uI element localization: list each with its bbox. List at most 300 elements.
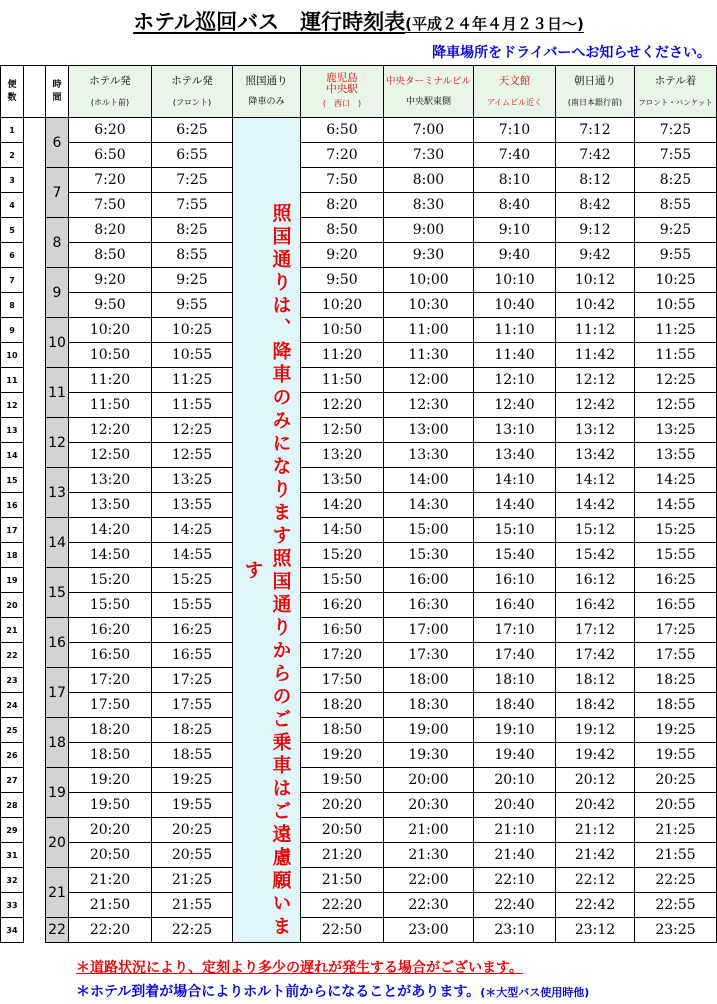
time-tenmonkan: 13:40 xyxy=(474,443,556,468)
trip-number: 20 xyxy=(1,593,24,618)
time-hotel-arrive: 19:55 xyxy=(635,743,717,768)
timetable-row xyxy=(1,618,717,643)
time-hotel-arrive: 14:55 xyxy=(635,493,717,518)
hour-cell: 19 xyxy=(46,768,69,818)
time-tenmonkan: 17:40 xyxy=(474,643,556,668)
terukuni-dropoff-column xyxy=(233,118,301,943)
time-kagoshima-chuo-station: 16:50 xyxy=(301,618,384,643)
time-asahi-dori: 17:42 xyxy=(556,643,635,668)
time-chuo-terminal-building: 18:00 xyxy=(384,668,474,693)
time-tenmonkan: 15:40 xyxy=(474,543,556,568)
time-asahi-dori: 14:42 xyxy=(556,493,635,518)
time-asahi-dori: 11:42 xyxy=(556,343,635,368)
time-hotel-depart-front: 10:55 xyxy=(152,343,233,368)
time-hotel-depart-front: 11:55 xyxy=(152,393,233,418)
time-asahi-dori: 16:42 xyxy=(556,593,635,618)
time-hotel-depart-front: 15:25 xyxy=(152,568,233,593)
time-kagoshima-chuo-station: 13:20 xyxy=(301,443,384,468)
time-asahi-dori: 8:12 xyxy=(556,168,635,193)
timetable-row xyxy=(1,168,717,193)
time-kagoshima-chuo-station: 11:50 xyxy=(301,368,384,393)
timetable-row xyxy=(1,518,717,543)
time-tenmonkan: 12:40 xyxy=(474,393,556,418)
timetable-row xyxy=(1,593,717,618)
time-hotel-arrive: 7:55 xyxy=(635,143,717,168)
time-hotel-depart-front: 13:55 xyxy=(152,493,233,518)
time-hotel-depart-holt: 21:20 xyxy=(69,868,152,893)
time-asahi-dori: 20:42 xyxy=(556,793,635,818)
header-blank xyxy=(24,66,46,118)
time-asahi-dori: 13:12 xyxy=(556,418,635,443)
time-tenmonkan: 7:40 xyxy=(474,143,556,168)
time-hotel-depart-holt: 20:50 xyxy=(69,843,152,868)
time-tenmonkan: 22:10 xyxy=(474,868,556,893)
time-hotel-depart-front: 6:55 xyxy=(152,143,233,168)
time-hotel-arrive: 10:25 xyxy=(635,268,717,293)
hour-cell: 15 xyxy=(46,568,69,618)
time-asahi-dori: 9:42 xyxy=(556,243,635,268)
time-hotel-depart-front: 12:55 xyxy=(152,443,233,468)
time-chuo-terminal-building: 11:30 xyxy=(384,343,474,368)
time-kagoshima-chuo-station: 17:50 xyxy=(301,668,384,693)
time-tenmonkan: 23:10 xyxy=(474,918,556,943)
time-chuo-terminal-building: 7:30 xyxy=(384,143,474,168)
time-chuo-terminal-building: 16:00 xyxy=(384,568,474,593)
timetable-row xyxy=(1,893,717,918)
time-asahi-dori: 7:12 xyxy=(556,118,635,143)
time-tenmonkan: 19:10 xyxy=(474,718,556,743)
time-chuo-terminal-building: 10:30 xyxy=(384,293,474,318)
timetable-row xyxy=(1,343,717,368)
time-tenmonkan: 8:10 xyxy=(474,168,556,193)
time-hotel-depart-front: 20:55 xyxy=(152,843,233,868)
hour-cell: 12 xyxy=(46,418,69,468)
time-chuo-terminal-building: 17:30 xyxy=(384,643,474,668)
trip-number: 33 xyxy=(1,893,24,918)
trip-number: 23 xyxy=(1,668,24,693)
time-hotel-depart-front: 16:55 xyxy=(152,643,233,668)
time-chuo-terminal-building: 22:00 xyxy=(384,868,474,893)
timetable-row xyxy=(1,493,717,518)
time-chuo-terminal-building: 19:30 xyxy=(384,743,474,768)
time-chuo-terminal-building: 13:00 xyxy=(384,418,474,443)
time-hotel-arrive: 22:25 xyxy=(635,868,717,893)
time-kagoshima-chuo-station: 20:20 xyxy=(301,793,384,818)
time-tenmonkan: 7:10 xyxy=(474,118,556,143)
time-hotel-depart-holt: 18:50 xyxy=(69,743,152,768)
timetable-row xyxy=(1,143,717,168)
time-hotel-depart-holt: 7:20 xyxy=(69,168,152,193)
hour-cell: 9 xyxy=(46,268,69,318)
page-title xyxy=(0,6,717,36)
time-hotel-depart-front: 7:55 xyxy=(152,193,233,218)
time-hotel-depart-front: 17:25 xyxy=(152,668,233,693)
time-hotel-depart-front: 19:55 xyxy=(152,793,233,818)
hour-cell: 10 xyxy=(46,318,69,368)
time-hotel-depart-holt: 9:20 xyxy=(69,268,152,293)
trip-number: 8 xyxy=(1,293,24,318)
time-kagoshima-chuo-station: 21:20 xyxy=(301,843,384,868)
time-hotel-arrive: 11:25 xyxy=(635,318,717,343)
timetable-row xyxy=(1,868,717,893)
time-kagoshima-chuo-station: 11:20 xyxy=(301,343,384,368)
hour-cell: 13 xyxy=(46,468,69,518)
timetable-row xyxy=(1,668,717,693)
timetable-row xyxy=(1,818,717,843)
time-kagoshima-chuo-station: 8:20 xyxy=(301,193,384,218)
header-row xyxy=(1,66,717,118)
time-hotel-depart-front: 19:25 xyxy=(152,768,233,793)
time-hotel-depart-front: 13:25 xyxy=(152,468,233,493)
time-hotel-depart-holt: 17:50 xyxy=(69,693,152,718)
trip-number: 7 xyxy=(1,268,24,293)
time-hotel-depart-holt: 16:20 xyxy=(69,618,152,643)
time-hotel-depart-holt: 6:20 xyxy=(69,118,152,143)
time-hotel-depart-front: 20:25 xyxy=(152,818,233,843)
trip-number: 31 xyxy=(1,843,24,868)
dropoff-instruction: 降車場所をドライバーへお知らせください。 xyxy=(432,45,711,61)
time-chuo-terminal-building: 19:00 xyxy=(384,718,474,743)
hour-cell: 7 xyxy=(46,168,69,218)
time-hotel-depart-holt: 14:20 xyxy=(69,518,152,543)
hour-cell: 17 xyxy=(46,668,69,718)
trip-number: 21 xyxy=(1,618,24,643)
time-chuo-terminal-building: 21:00 xyxy=(384,818,474,843)
time-hotel-depart-holt: 14:50 xyxy=(69,543,152,568)
time-tenmonkan: 21:40 xyxy=(474,843,556,868)
time-hotel-depart-front: 8:25 xyxy=(152,218,233,243)
time-hotel-depart-holt: 12:20 xyxy=(69,418,152,443)
time-kagoshima-chuo-station: 14:50 xyxy=(301,518,384,543)
time-hotel-depart-front: 18:25 xyxy=(152,718,233,743)
timetable xyxy=(0,65,717,943)
trip-number: 25 xyxy=(1,718,24,743)
time-hotel-depart-holt: 19:20 xyxy=(69,768,152,793)
time-asahi-dori: 10:42 xyxy=(556,293,635,318)
time-hotel-depart-holt: 8:50 xyxy=(69,243,152,268)
time-hotel-arrive: 18:55 xyxy=(635,693,717,718)
trip-number: 12 xyxy=(1,393,24,418)
trip-number: 29 xyxy=(1,818,24,843)
dropoff-only-notice: 照国通りは、降車のみになります照国通りからのご乗車はご遠慮願います xyxy=(241,203,292,939)
time-chuo-terminal-building: 23:00 xyxy=(384,918,474,943)
time-kagoshima-chuo-station: 18:20 xyxy=(301,693,384,718)
time-hotel-depart-front: 7:25 xyxy=(152,168,233,193)
trip-number: 11 xyxy=(1,368,24,393)
time-asahi-dori: 7:42 xyxy=(556,143,635,168)
time-tenmonkan: 10:10 xyxy=(474,268,556,293)
arrival-footnote: ＊ホテル到着が場合によりホルト前からになることがあります。(＊大型バス使用時他) xyxy=(76,984,590,1000)
time-tenmonkan: 9:40 xyxy=(474,243,556,268)
time-chuo-terminal-building: 9:30 xyxy=(384,243,474,268)
header-index: 便 数 xyxy=(1,66,24,118)
time-hotel-depart-holt: 8:20 xyxy=(69,218,152,243)
time-hotel-depart-front: 9:55 xyxy=(152,293,233,318)
time-hotel-depart-front: 11:25 xyxy=(152,368,233,393)
time-hotel-depart-holt: 19:50 xyxy=(69,793,152,818)
time-hotel-depart-holt: 20:20 xyxy=(69,818,152,843)
hour-cell: 11 xyxy=(46,368,69,418)
timetable-row xyxy=(1,118,717,143)
time-chuo-terminal-building: 7:00 xyxy=(384,118,474,143)
time-chuo-terminal-building: 9:00 xyxy=(384,218,474,243)
time-kagoshima-chuo-station: 19:20 xyxy=(301,743,384,768)
time-hotel-depart-holt: 12:50 xyxy=(69,443,152,468)
timetable-row xyxy=(1,793,717,818)
time-chuo-terminal-building: 20:30 xyxy=(384,793,474,818)
timetable-row xyxy=(1,368,717,393)
trip-number: 18 xyxy=(1,543,24,568)
header-hotel-depart-holt: ホテル発 (ホルト前) xyxy=(69,66,152,118)
time-kagoshima-chuo-station: 8:50 xyxy=(301,218,384,243)
time-hotel-arrive: 9:55 xyxy=(635,243,717,268)
time-tenmonkan: 11:10 xyxy=(474,318,556,343)
time-hotel-arrive: 10:55 xyxy=(635,293,717,318)
trip-number: 3 xyxy=(1,168,24,193)
timetable-title: ホテル巡回バス 運行時刻表 xyxy=(133,10,406,34)
time-kagoshima-chuo-station: 9:50 xyxy=(301,268,384,293)
time-chuo-terminal-building: 14:00 xyxy=(384,468,474,493)
time-chuo-terminal-building: 13:30 xyxy=(384,443,474,468)
header-kagoshima-chuo-station: 鹿児島中央駅 ( 西口 ) xyxy=(301,66,384,118)
time-asahi-dori: 21:12 xyxy=(556,818,635,843)
time-hotel-arrive: 19:25 xyxy=(635,718,717,743)
time-hotel-arrive: 7:25 xyxy=(635,118,717,143)
timetable-row xyxy=(1,468,717,493)
timetable-row xyxy=(1,743,717,768)
trip-number: 13 xyxy=(1,418,24,443)
timetable-row xyxy=(1,418,717,443)
time-hotel-arrive: 21:25 xyxy=(635,818,717,843)
time-chuo-terminal-building: 22:30 xyxy=(384,893,474,918)
time-asahi-dori: 20:12 xyxy=(556,768,635,793)
time-kagoshima-chuo-station: 15:50 xyxy=(301,568,384,593)
time-hotel-arrive: 21:55 xyxy=(635,843,717,868)
time-chuo-terminal-building: 8:30 xyxy=(384,193,474,218)
time-asahi-dori: 22:12 xyxy=(556,868,635,893)
time-asahi-dori: 8:42 xyxy=(556,193,635,218)
time-kagoshima-chuo-station: 10:50 xyxy=(301,318,384,343)
timetable-row xyxy=(1,318,717,343)
time-asahi-dori: 16:12 xyxy=(556,568,635,593)
header-hotel-depart-front: ホテル発 (フロント) xyxy=(152,66,233,118)
time-kagoshima-chuo-station: 19:50 xyxy=(301,768,384,793)
time-hotel-depart-holt: 6:50 xyxy=(69,143,152,168)
time-asahi-dori: 22:42 xyxy=(556,893,635,918)
time-asahi-dori: 12:42 xyxy=(556,393,635,418)
time-hotel-arrive: 22:55 xyxy=(635,893,717,918)
time-kagoshima-chuo-station: 15:20 xyxy=(301,543,384,568)
time-asahi-dori: 19:12 xyxy=(556,718,635,743)
trip-number: 28 xyxy=(1,793,24,818)
time-hotel-depart-holt: 16:50 xyxy=(69,643,152,668)
header-chuo-terminal-building: 中央ターミナルビル 中央駅東側 xyxy=(384,66,474,118)
time-kagoshima-chuo-station: 7:20 xyxy=(301,143,384,168)
time-kagoshima-chuo-station: 18:50 xyxy=(301,718,384,743)
time-tenmonkan: 16:40 xyxy=(474,593,556,618)
trip-number: 22 xyxy=(1,643,24,668)
time-asahi-dori: 15:42 xyxy=(556,543,635,568)
delay-footnote: ＊道路状況により、定刻より多少の遅れが発生する場合がございます。 xyxy=(76,960,523,976)
time-tenmonkan: 18:10 xyxy=(474,668,556,693)
time-tenmonkan: 15:10 xyxy=(474,518,556,543)
time-hotel-depart-front: 21:25 xyxy=(152,868,233,893)
trip-number: 19 xyxy=(1,568,24,593)
time-asahi-dori: 12:12 xyxy=(556,368,635,393)
header-hour: 時 間 xyxy=(46,66,69,118)
hour-cell: 22 xyxy=(46,918,69,943)
time-hotel-arrive: 13:25 xyxy=(635,418,717,443)
trip-number: 15 xyxy=(1,468,24,493)
trip-number: 32 xyxy=(1,868,24,893)
time-kagoshima-chuo-station: 22:20 xyxy=(301,893,384,918)
timetable-row xyxy=(1,768,717,793)
hour-cell: 20 xyxy=(46,818,69,868)
time-hotel-depart-front: 22:25 xyxy=(152,918,233,943)
time-hotel-depart-holt: 7:50 xyxy=(69,193,152,218)
time-hotel-depart-front: 8:55 xyxy=(152,243,233,268)
time-tenmonkan: 17:10 xyxy=(474,618,556,643)
time-hotel-depart-holt: 17:20 xyxy=(69,668,152,693)
time-asahi-dori: 13:42 xyxy=(556,443,635,468)
timetable-row xyxy=(1,293,717,318)
time-tenmonkan: 16:10 xyxy=(474,568,556,593)
trip-number: 9 xyxy=(1,318,24,343)
time-tenmonkan: 14:10 xyxy=(474,468,556,493)
time-hotel-arrive: 9:25 xyxy=(635,218,717,243)
time-chuo-terminal-building: 15:30 xyxy=(384,543,474,568)
timetable-row xyxy=(1,268,717,293)
time-hotel-depart-front: 14:25 xyxy=(152,518,233,543)
time-hotel-depart-front: 21:55 xyxy=(152,893,233,918)
time-kagoshima-chuo-station: 7:50 xyxy=(301,168,384,193)
time-hotel-depart-front: 17:55 xyxy=(152,693,233,718)
time-kagoshima-chuo-station: 17:20 xyxy=(301,643,384,668)
time-hotel-depart-holt: 13:20 xyxy=(69,468,152,493)
trip-number: 2 xyxy=(1,143,24,168)
timetable-row xyxy=(1,918,717,943)
time-tenmonkan: 21:10 xyxy=(474,818,556,843)
time-asahi-dori: 23:12 xyxy=(556,918,635,943)
time-hotel-arrive: 16:55 xyxy=(635,593,717,618)
time-hotel-depart-holt: 13:50 xyxy=(69,493,152,518)
trip-number: 1 xyxy=(1,118,24,143)
time-asahi-dori: 18:12 xyxy=(556,668,635,693)
hour-cell: 8 xyxy=(46,218,69,268)
time-tenmonkan: 14:40 xyxy=(474,493,556,518)
time-hotel-depart-holt: 15:50 xyxy=(69,593,152,618)
time-chuo-terminal-building: 10:00 xyxy=(384,268,474,293)
time-hotel-arrive: 13:55 xyxy=(635,443,717,468)
time-hotel-arrive: 18:25 xyxy=(635,668,717,693)
time-hotel-arrive: 23:25 xyxy=(635,918,717,943)
time-chuo-terminal-building: 20:00 xyxy=(384,768,474,793)
time-hotel-depart-holt: 22:20 xyxy=(69,918,152,943)
timetable-row xyxy=(1,718,717,743)
time-tenmonkan: 20:40 xyxy=(474,793,556,818)
time-tenmonkan: 22:40 xyxy=(474,893,556,918)
time-tenmonkan: 9:10 xyxy=(474,218,556,243)
timetable-row xyxy=(1,393,717,418)
trip-number: 16 xyxy=(1,493,24,518)
time-chuo-terminal-building: 11:00 xyxy=(384,318,474,343)
header-asahi-dori: 朝日通り (南日本銀行前) xyxy=(556,66,635,118)
time-hotel-depart-front: 9:25 xyxy=(152,268,233,293)
time-chuo-terminal-building: 17:00 xyxy=(384,618,474,643)
time-chuo-terminal-building: 18:30 xyxy=(384,693,474,718)
time-asahi-dori: 21:42 xyxy=(556,843,635,868)
timetable-row xyxy=(1,218,717,243)
header-terukuni-dori: 照国通り 降車のみ xyxy=(233,66,301,118)
trip-number: 5 xyxy=(1,218,24,243)
time-chuo-terminal-building: 14:30 xyxy=(384,493,474,518)
hour-cell: 18 xyxy=(46,718,69,768)
time-kagoshima-chuo-station: 10:20 xyxy=(301,293,384,318)
hour-cell: 21 xyxy=(46,868,69,918)
time-asahi-dori: 15:12 xyxy=(556,518,635,543)
trip-number: 10 xyxy=(1,343,24,368)
time-hotel-arrive: 20:25 xyxy=(635,768,717,793)
trip-number: 17 xyxy=(1,518,24,543)
time-hotel-depart-holt: 11:20 xyxy=(69,368,152,393)
time-chuo-terminal-building: 8:00 xyxy=(384,168,474,193)
time-kagoshima-chuo-station: 21:50 xyxy=(301,868,384,893)
time-hotel-arrive: 14:25 xyxy=(635,468,717,493)
header-hotel-arrive: ホテル着 フロント・バンケット xyxy=(635,66,717,118)
time-hotel-arrive: 12:25 xyxy=(635,368,717,393)
timetable-row xyxy=(1,843,717,868)
time-kagoshima-chuo-station: 13:50 xyxy=(301,468,384,493)
time-hotel-arrive: 20:55 xyxy=(635,793,717,818)
time-hotel-arrive: 16:25 xyxy=(635,568,717,593)
time-hotel-depart-holt: 18:20 xyxy=(69,718,152,743)
time-hotel-depart-front: 12:25 xyxy=(152,418,233,443)
time-hotel-depart-front: 16:25 xyxy=(152,618,233,643)
timetable-row xyxy=(1,243,717,268)
time-kagoshima-chuo-station: 12:20 xyxy=(301,393,384,418)
time-hotel-arrive: 15:25 xyxy=(635,518,717,543)
time-hotel-depart-holt: 15:20 xyxy=(69,568,152,593)
time-hotel-arrive: 17:25 xyxy=(635,618,717,643)
time-asahi-dori: 10:12 xyxy=(556,268,635,293)
timetable-row xyxy=(1,193,717,218)
time-hotel-depart-front: 15:55 xyxy=(152,593,233,618)
time-chuo-terminal-building: 16:30 xyxy=(384,593,474,618)
timetable-effective-date: (平成２４年４月２３日〜) xyxy=(405,15,584,33)
hour-cell: 6 xyxy=(46,118,69,168)
time-kagoshima-chuo-station: 14:20 xyxy=(301,493,384,518)
time-asahi-dori: 14:12 xyxy=(556,468,635,493)
trip-number: 34 xyxy=(1,918,24,943)
time-kagoshima-chuo-station: 9:20 xyxy=(301,243,384,268)
time-asahi-dori: 18:42 xyxy=(556,693,635,718)
trip-number: 6 xyxy=(1,243,24,268)
trip-number: 27 xyxy=(1,768,24,793)
trip-number: 4 xyxy=(1,193,24,218)
time-tenmonkan: 19:40 xyxy=(474,743,556,768)
time-tenmonkan: 18:40 xyxy=(474,693,556,718)
time-tenmonkan: 13:10 xyxy=(474,418,556,443)
time-hotel-depart-holt: 9:50 xyxy=(69,293,152,318)
time-hotel-arrive: 8:55 xyxy=(635,193,717,218)
time-tenmonkan: 12:10 xyxy=(474,368,556,393)
time-asahi-dori: 17:12 xyxy=(556,618,635,643)
spacer-column xyxy=(24,118,46,943)
time-hotel-arrive: 11:55 xyxy=(635,343,717,368)
timetable-row xyxy=(1,693,717,718)
time-hotel-depart-holt: 21:50 xyxy=(69,893,152,918)
time-asahi-dori: 19:42 xyxy=(556,743,635,768)
